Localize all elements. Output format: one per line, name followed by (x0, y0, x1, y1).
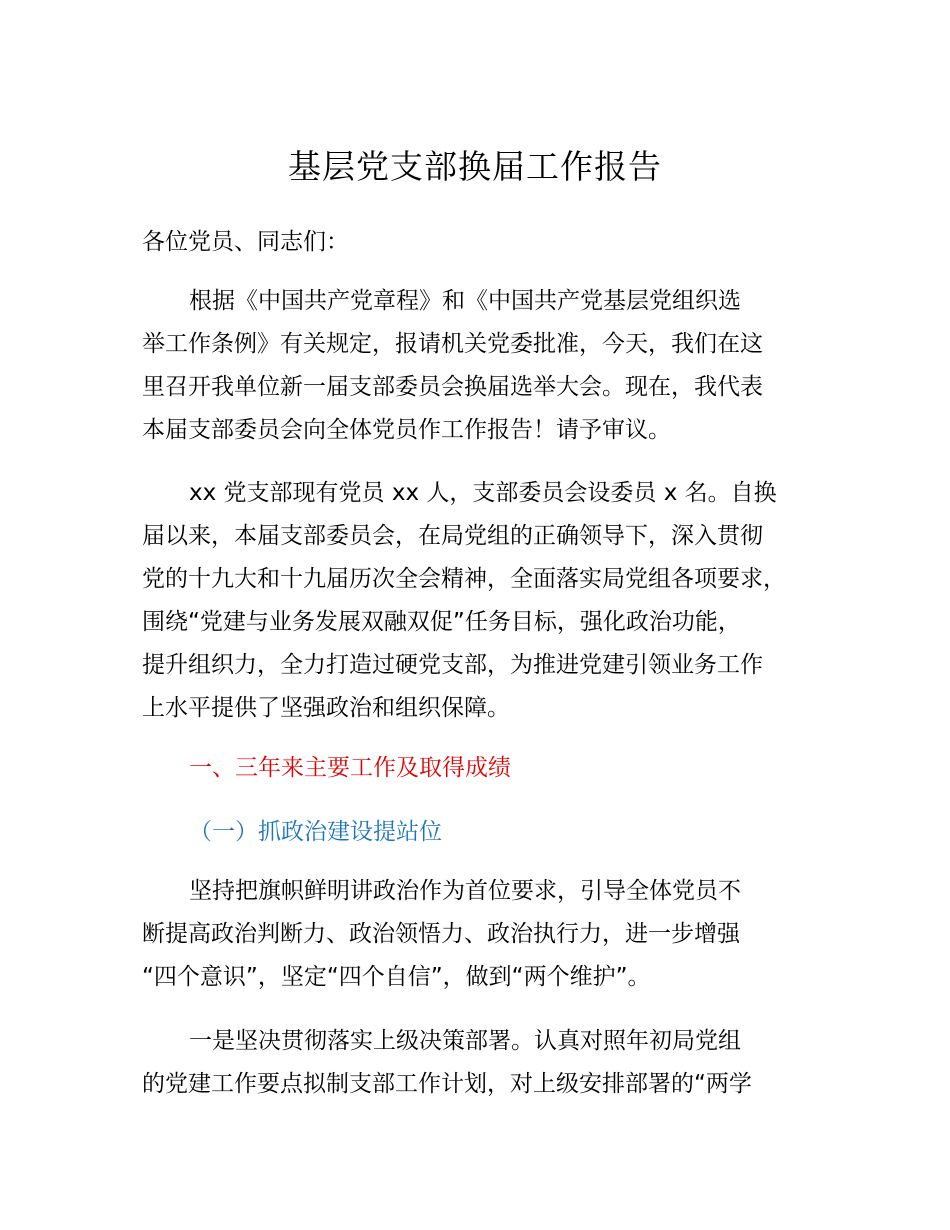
section-heading: 一、三年来主要工作及取得成绩 (189, 755, 511, 781)
paragraph-line: 上水平提供了坚强政治和组织保障。 (142, 695, 510, 721)
document-title: 基层党支部换届工作报告 (288, 147, 662, 186)
paragraph-line: 围绕“党建与业务发展双融双促”任务目标，强化政治功能， (142, 609, 741, 635)
paragraph-line: 根据《中国共产党章程》和《中国共产党基层党组织选 (189, 288, 741, 314)
paragraph-intro (142, 280, 832, 452)
paragraph-implementation (142, 1020, 832, 1106)
salutation: 各位党员、同志们： (142, 229, 349, 255)
subsection-heading: （一）抓政治建设提站位 (189, 819, 442, 845)
paragraph-line: 断提高政治判断力、政治领悟力、政治执行力，进一步增强 (142, 921, 740, 947)
paragraph-line: 一是坚决贯彻落实上级决策部署。认真对照年初局党组 (189, 1028, 741, 1054)
paragraph-line: 的党建工作要点拟制支部工作计划，对上级安排部署的“两学 (142, 1071, 752, 1097)
paragraph-political (142, 870, 832, 999)
paragraph-line: 提升组织力，全力打造过硬党支部，为推进党建引领业务工作 (142, 652, 763, 678)
paragraph-line: xx 党支部现有党员 xx 人，支部委员会设委员 x 名。自换 (189, 480, 777, 506)
paragraph-overview (142, 472, 832, 730)
paragraph-line: 届以来，本届支部委员会，在局党组的正确领导下，深入贯彻 (142, 523, 763, 549)
paragraph-line: “四个意识”，坚定“四个自信”，做到“两个维护”。 (142, 964, 651, 990)
paragraph-line: 本届支部委员会向全体党员作工作报告！请予审议。 (142, 417, 671, 443)
paragraph-line: 举工作条例》有关规定，报请机关党委批准，今天，我们在这 (142, 331, 763, 357)
paragraph-line: 坚持把旗帜鲜明讲政治作为首位要求，引导全体党员不 (189, 878, 741, 904)
paragraph-line: 党的十九大和十九届历次全会精神，全面落实局党组各项要求， (142, 566, 786, 592)
paragraph-line: 里召开我单位新一届支部委员会换届选举大会。现在，我代表 (142, 374, 763, 400)
